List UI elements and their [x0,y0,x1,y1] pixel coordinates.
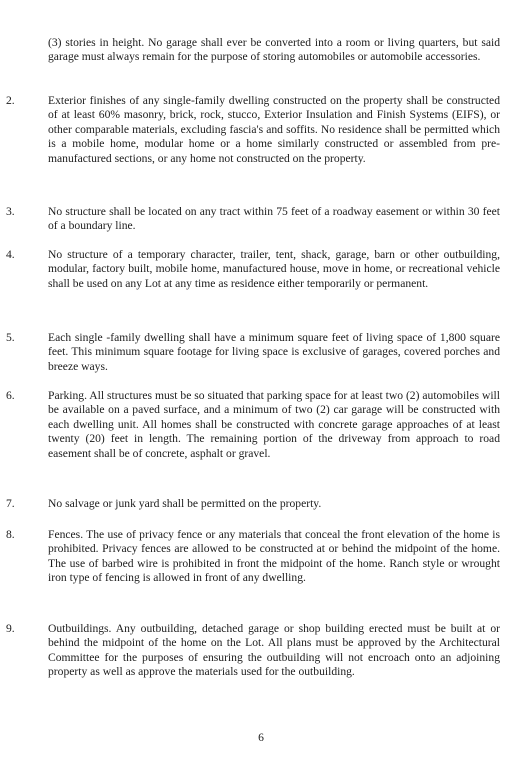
page-number: 6 [258,731,264,744]
item-text: Outbuildings. Any outbuilding, detached garage or shop building erected must be built at or behind the midpoint of the home on the Lot. All plans must be approved by the Architectural Committee for the purposes of ensuring the outbuilding will not encroach onto an adjoining property as well as approve the materials used for the outbuilding. [48,622,500,679]
item-text: No salvage or junk yard shall be permitted on the property. [48,497,322,510]
item-text: Exterior finishes of any single-family dwelling constructed on the property shall be constructed of at least 60% masonry, brick, rock, stucco, Exterior Insulation and Finish Systems (EIFS), or other comparable materials, excluding fascia's and soffits. No residence shall be permitted which is a mobile home, modular home or a home similarly constructed or assembled from pre-manufactured sections, or any home not constructed on the property. [48,94,500,165]
item-text: No structure shall be located on any tract within 75 feet of a roadway easement or within 30 feet of a boundary line. [48,205,500,233]
item-number: 5. [6,331,15,344]
item-number: 9. [6,622,15,635]
item-text: Each single -family dwelling shall have a minimum square feet of living space of 1,800 square feet. This minimum square footage for living space is exclusive of garages, covered porches and breeze ways. [48,331,500,373]
item-number: 7. [6,497,15,510]
item-number: 2. [6,94,15,107]
item-number: 4. [6,248,15,261]
item-text: No structure of a temporary character, trailer, tent, shack, garage, barn or other outbuilding, modular, factory built, mobile home, manufactured house, move in home, or recreational vehicle shall be used on any Lot at any time as residence either temporarily or permanent. [48,248,500,290]
item-number: 6. [6,389,15,402]
intro-paragraph: (3) stories in height. No garage shall ever be converted into a room or living quarters, but said garage must always remain for the purpose of storing automobiles or automobile accessories. [48,36,500,64]
item-number: 3. [6,205,15,218]
item-text: Fences. The use of privacy fence or any materials that conceal the front elevation of the home is prohibited. Privacy fences are allowed to be constructed at or behind the midpoint of the home. The use of barbed wire is prohibited in front the midpoint of the home. Ranch style or wrought iron type of fencing is allowed in front of any dwelling. [48,528,500,585]
item-text: Parking. All structures must be so situated that parking space for at least two (2) automobiles will be available on a paved surface, and a minimum of two (2) car garage will be constructed with each dwelling unit. All homes shall be constructed with concrete garage approaches of at least twenty (20) feet in length. The remaining portion of the driveway from approach to road easement shall be of concrete, asphalt or gravel. [48,389,500,460]
item-number: 8. [6,528,15,541]
